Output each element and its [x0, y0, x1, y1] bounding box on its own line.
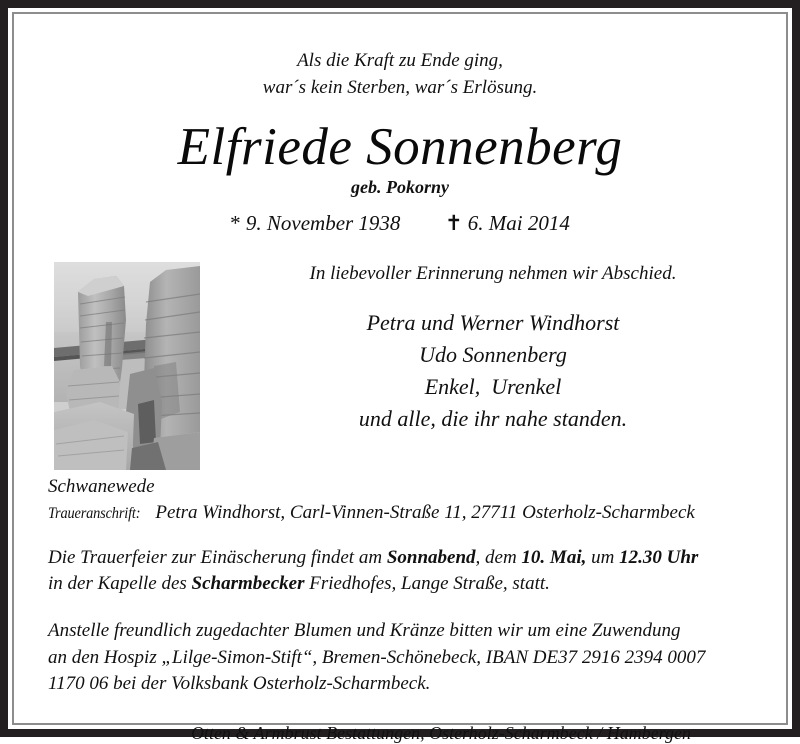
death-date: 6. Mai 2014 [467, 210, 570, 235]
mourner-line-4: und alle, die ihr nahe standen. [358, 405, 628, 431]
town-name: Schwanewede [48, 476, 155, 497]
service-line-1 [48, 545, 764, 571]
service-text-4: in der Kapelle des [48, 573, 192, 595]
donation-request [48, 618, 764, 697]
service-time: 12.30 Uhr [619, 547, 699, 568]
service-text-2: , dem [475, 547, 522, 568]
undertaker-credit: Otten & Armbrust Bestattungen, Osterholz-Scharmbeck / Hambergen [190, 723, 692, 744]
inner-rule-frame [12, 12, 788, 744]
service-details [48, 545, 764, 597]
mourning-address-value: Petra Windhorst, Carl-Vinnen-Straße 11, 27711 Osterholz-Scharmbeck [155, 502, 695, 523]
memorial-photo [54, 262, 200, 470]
mourner-line-1: Petra und Werner Windhorst [366, 309, 620, 335]
maiden-name: geb. Pokorny [351, 176, 449, 197]
mourning-address [48, 502, 764, 524]
donation-line-3: 1170 06 bei der Volksbank Osterholz-Scharmbeck. [48, 672, 431, 694]
notice-sheet [14, 14, 786, 744]
service-text-5: Friedhofes, Lange Straße, statt. [304, 573, 550, 595]
service-weekday: Sonnabend [386, 547, 476, 568]
death-cross-icon: ✝ [444, 210, 463, 235]
birth-star-icon: * [230, 210, 241, 235]
service-text-1: Die Trauerfeier zur Einäscherung findet am [48, 547, 387, 568]
tribute-line: In liebevoller Erinnerung nehmen wir Abschied. [309, 262, 677, 284]
deceased-name: Elfriede Sonnenberg [177, 117, 623, 176]
service-line-2 [48, 571, 764, 597]
service-place: Scharmbecker [191, 573, 305, 595]
mourner-line-3: Enkel, Urenkel [424, 373, 562, 399]
mourner-line-2: Udo Sonnenberg [419, 341, 567, 367]
life-dates [14, 211, 786, 236]
epigraph [14, 48, 786, 102]
lower-details [48, 476, 764, 744]
birth-date: 9. November 1938 [245, 210, 401, 235]
photo-artwork [54, 262, 200, 470]
epigraph-line-1: Als die Kraft zu Ende ging, [297, 50, 503, 71]
mourning-address-label: Traueranschrift: [48, 505, 141, 522]
donation-line-1: Anstelle freundlich zugedachter Blumen und Kränze bitten wir um eine Zuwendung [48, 620, 681, 642]
donation-line-2: an den Hospiz „Lilge-Simon-Stift“, Bremen-Schönebeck, IBAN DE37 2916 2394 0007 [48, 646, 706, 668]
service-date: 10. Mai, [521, 547, 587, 568]
service-text-3: um [586, 547, 620, 568]
epigraph-line-2: war´s kein Sterben, war´s Erlösung. [262, 76, 538, 98]
